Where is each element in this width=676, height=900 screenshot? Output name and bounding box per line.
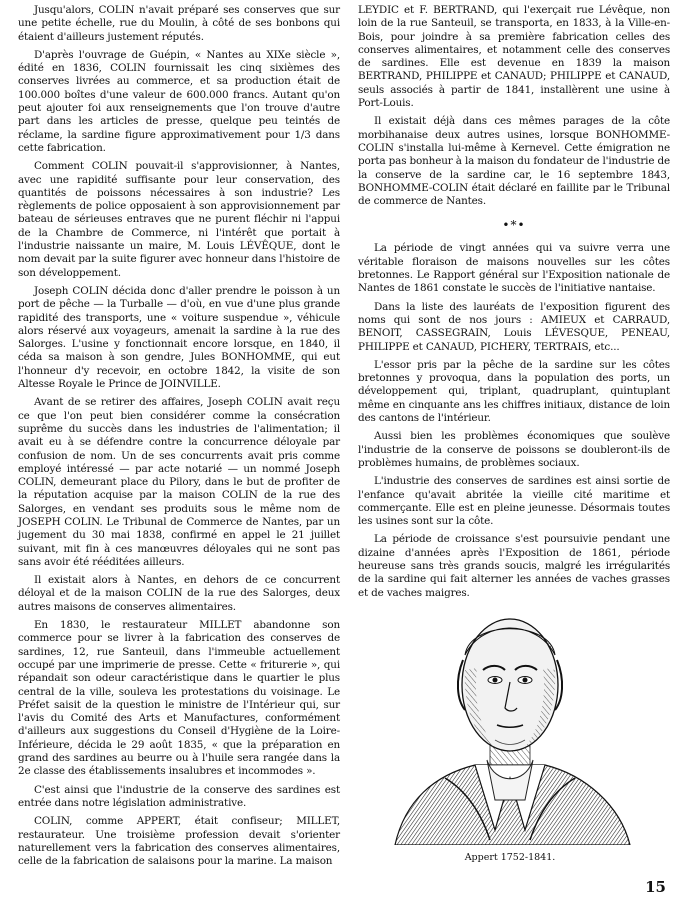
figure-caption: Appert 1752-1841. — [464, 852, 556, 863]
paragraph: Dans la liste des lauréats de l'exposition figurent des noms qui sont de nos jours : AMIEUX et CARRAUD, BENOIT, CASSEGRAIN, Louis LÉVESQUE, PENEAU, PHILIPPE et CANAUD, PICHERY, TERTRAIS, etc... — [358, 300, 670, 353]
paragraph: D'après l'ouvrage de Guépin, « Nantes au XIXe siècle », édité en 1836, COLIN fournissait les cinq sixièmes des conserves livrées au commerce, et sa production était de 100.000 boîtes d'une valeur de 600.000 francs. Autant qu'on peut ajouter foi aux renseignements que l'on trouve d'autre part dans les articles de presse, quelque peu teintés de réclame, la sardine figure approximativement pour 1/3 dans cette fabrication. — [18, 48, 340, 154]
paragraph: Jusqu'alors, COLIN n'avait préparé ses conserves que sur une petite échelle, rue du Moulin, à côté de ses bonbons qui étaient d'ailleurs justement réputés. — [18, 4, 340, 43]
left-column — [18, 4, 340, 873]
page-number: 15 — [645, 878, 666, 896]
paragraph: Joseph COLIN décida donc d'aller prendre le poisson à un port de pêche — la Turballe — d'où, en vue d'une plus grande rapidité des transports, une « voiture suspendue », véhicule alors réservé aux voyageurs, amenait la sardine à la rue des Salorges. L'usine y fonctionnait encore lorsque, en 1840, il céda sa maison à son gendre, Jules BONHOMME, qui eut l'honneur d'y recevoir, en octobre 1842, la visite de son Altesse Royale le Prince de JOINVILLE. — [18, 284, 340, 391]
appert-portrait-engraving — [385, 600, 635, 845]
paragraph: Il existait déjà dans ces mêmes parages de la côte morbihanaise deux autres usines, lorsque BONHOMME-COLIN s'installa lui-même à Kernevel. Cette émigration ne porta pas bonheur à la maison du fondateur de l'industrie de la conserve de la sardine car, le 16 septembre 1843, BONHOMME-COLIN était déclaré en faillite par le Tribunal de commerce de Nantes. — [358, 115, 670, 208]
paragraph: LEYDIC et F. BERTRAND, qui l'exerçait rue Lévêque, non loin de la rue Santeuil, se transporta, en 1833, à la Ville-en-Bois, pour joindre à sa première fabrication celles des conserves alimentaires, et notamment celle des conserves de sardines. Elle est devenue en 1839 la maison BERTRAND, PHILIPPE et CANAUD; PHILIPPE et CANAUD, seuls associés à partir de 1841, installèrent une usine à Port-Louis. — [358, 4, 670, 110]
section-separator: •*• — [502, 218, 526, 233]
paragraph: La période de croissance s'est poursuivie pendant une dizaine d'années après l'Exposition de 1861, période heureuse sans très grands soucis, malgré les irrégularités de la sardine qui fait alterner les années de vaches grasses et de vaches maigres. — [358, 533, 670, 599]
paragraph: Avant de se retirer des affaires, Joseph COLIN avait reçu ce que l'on peut bien considérer comme la consécration suprême du succès dans les industries de l'alimentation; il avait eu à se défendre contre la concurrence déloyale par confusion de nom. Un de ses concurrents avait pris comme employé intéressé — par acte notarié — un nommé Joseph COLIN, demeurant place du Pilory, dans le but de profiter de la réputation acquise par la maison COLIN de la rue des Salorges, en vendant ses produits sous le même nom de JOSEPH COLIN. Le Tribunal de Commerce de Nantes, par un jugement du 30 mai 1838, confirmé en appel le 21 juillet suivant, mit fin à ces manœuvres déloyales qui ne sont pas sans avoir été rééditées ailleurs. — [18, 396, 340, 568]
paragraph: C'est ainsi que l'industrie de la conserve des sardines est entrée dans notre législation administrative. — [18, 783, 340, 809]
right-column — [358, 4, 670, 605]
paragraph: L'essor pris par la pêche de la sardine sur les côtes bretonnes y provoqua, dans la population des ports, un développement qui, triplant, quadruplant, quintuplant même en cinquante ans les chiffres initiaux, distance de loin des cantons de l'intérieur. — [358, 358, 670, 425]
paragraph: Comment COLIN pouvait-il s'approvisionner, à Nantes, avec une rapidité suffisante pour leur conservation, des quantités de poissons nécessaires à son industrie? Les règlements de police opposaient à son approvisionnement par bateau de sérieuses entraves que ne purent fléchir ni l'appui de la Chambre de Commerce, ni l'intérêt que portait à l'industrie naissante un maire, M. Louis LÉVÊQUE, dont le nom devait par la suite figurer avec honneur dans l'histoire de son développement. — [18, 160, 340, 279]
paragraph: L'industrie des conserves de sardines est ainsi sortie de l'enfance qu'avait abritée la vieille cité maritime et commerçante. Elle est en pleine jeunesse. Désormais toutes les usines sont sur la côte. — [358, 475, 670, 528]
paragraph: Aussi bien les problèmes économiques que soulève l'industrie de la conserve de poissons se doubleront-ils de problèmes humains, de problèmes sociaux. — [358, 430, 670, 469]
paragraph: Il existait alors à Nantes, en dehors de ce concurrent déloyal et de la maison COLIN de la rue des Salorges, deux autres maisons de conserves alimentaires. — [18, 574, 340, 613]
paragraph: En 1830, le restaurateur MILLET abandonne son commerce pour se livrer à la fabrication des conserves de sardines, 12, rue Santeuil, dans l'immeuble actuellement occupé par une imprimerie de presse. Cette « friturerie », qui répandait son odeur caractéristique dans le quartier le plus central de la ville, souleva les protestations du voisinage. Le Préfet saisit de la question le ministre de l'Intérieur qui, sur l'avis du Comité des Arts et Manufactures, conformément d'ailleurs aux suggestions du Conseil d'Hygiène de la Loire-Inférieure, décida le 29 août 1835, « que la préparation en grand des sardines au beurre ou à l'huile sera rangée dans la 2e classe des établissements insalubres et incommodes ». — [18, 619, 340, 778]
paragraph: COLIN, comme APPERT, était confiseur; MILLET, restaurateur. Une troisième profession devait s'orienter naturellement vers la fabrication des conserves alimentaires, celle de la fabrication de salaisons pour la marine. La maison — [18, 815, 340, 868]
paragraph: La période de vingt années qui va suivre verra une véritable floraison de maisons nouvelles sur les côtes bretonnes. Le Rapport général sur l'Exposition nationale de Nantes de 1861 constate le succès de l'initiative nantaise. — [358, 242, 670, 295]
